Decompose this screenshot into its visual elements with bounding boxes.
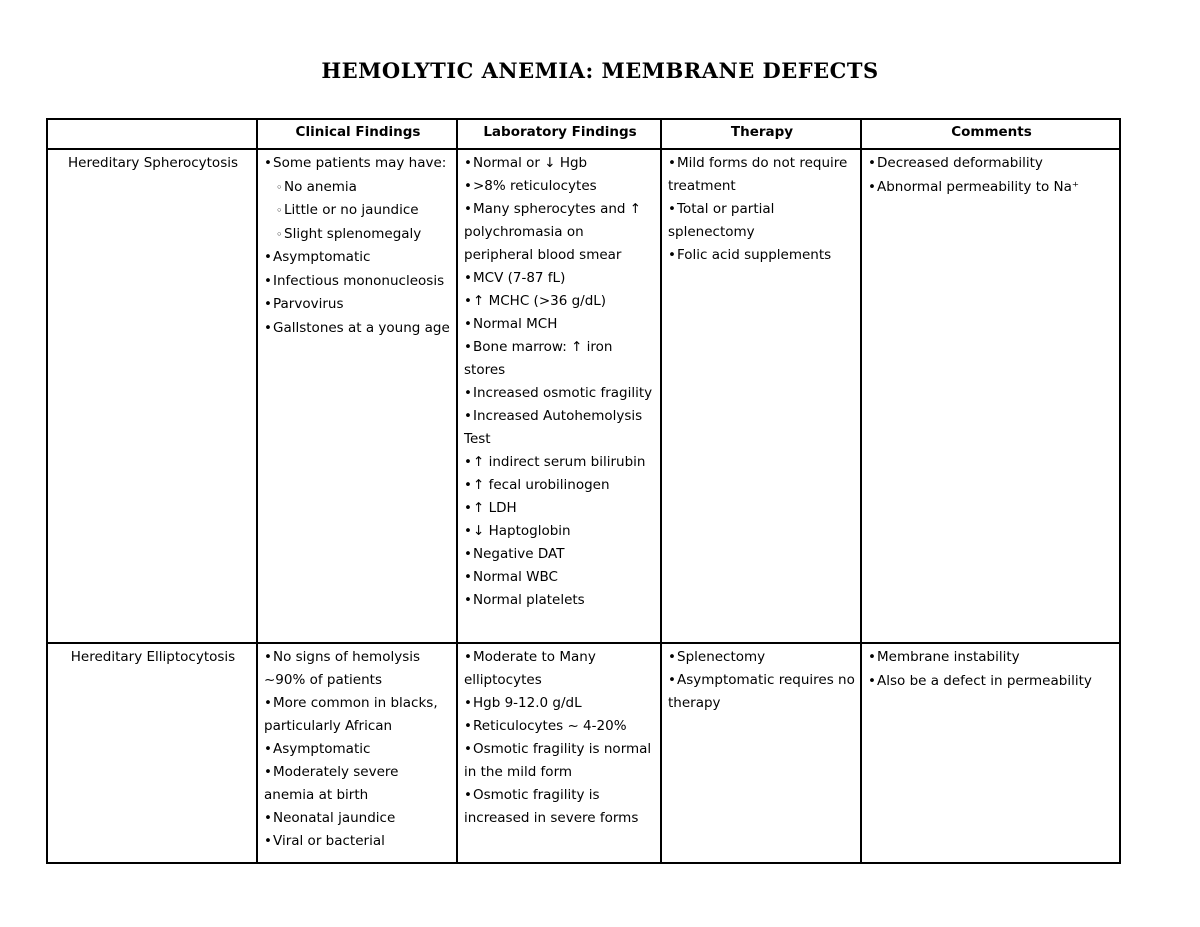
list-item-text: >8% reticulocytes	[473, 178, 597, 194]
bullet-icon: •	[868, 672, 876, 689]
list-item	[668, 646, 856, 669]
bullet-icon: •	[464, 477, 472, 493]
list-item-text: Mild forms do not require treatment	[668, 155, 848, 194]
clinical-cell	[257, 149, 457, 643]
list-item-text: MCV (7-87 fL)	[473, 270, 566, 286]
lab-cell	[457, 149, 661, 643]
list-item-text: ↓ Haptoglobin	[473, 523, 571, 539]
bullet-icon: •	[464, 695, 472, 711]
hollow-bullet-icon: ◦	[276, 227, 283, 241]
list-item-text: No signs of hemolysis ~90% of patients	[264, 649, 421, 688]
comments-cell	[861, 643, 1120, 863]
table-row	[47, 149, 1120, 643]
bullet-icon: •	[868, 649, 876, 665]
bullet-icon: •	[464, 649, 472, 665]
list-item-text: ↑ fecal urobilinogen	[473, 477, 610, 493]
list-item	[464, 313, 656, 336]
list-item	[464, 451, 656, 474]
list-item	[464, 198, 656, 267]
list-item	[264, 738, 452, 761]
header-clinical-findings: Clinical Findings	[257, 119, 457, 149]
list-item	[264, 246, 452, 270]
therapy-cell	[661, 643, 861, 863]
list-item-text: Total or partial splenectomy	[668, 201, 775, 240]
bullet-icon: •	[264, 810, 272, 826]
list-item-text: Asymptomatic requires no therapy	[668, 672, 855, 711]
list-item-text: Some patients may have:	[273, 155, 447, 171]
bullet-icon: •	[668, 649, 676, 665]
list-item	[464, 589, 656, 612]
bullet-icon: •	[264, 272, 272, 289]
bullet-icon: •	[264, 764, 272, 780]
list-item-text: Folic acid supplements	[677, 247, 832, 263]
list-item-text: Bone marrow: ↑ iron stores	[464, 339, 613, 378]
list-item-text: Osmotic fragility is normal in the mild form	[464, 741, 652, 780]
bullet-icon: •	[264, 249, 272, 265]
header-comments: Comments	[861, 119, 1120, 149]
row-heading: Hereditary Elliptocytosis	[47, 643, 257, 863]
list-item	[264, 646, 452, 692]
list-item	[464, 520, 656, 543]
bullet-icon: •	[668, 247, 676, 263]
list-item	[464, 646, 656, 692]
list-item	[868, 152, 1115, 176]
list-item	[264, 293, 452, 317]
bullet-icon: •	[264, 155, 272, 171]
list-item-text: Normal platelets	[473, 592, 585, 608]
list-item-text: Little or no jaundice	[284, 202, 419, 218]
bullet-icon: •	[668, 201, 676, 217]
bullet-icon: •	[668, 155, 676, 171]
list-item-text: Moderately severe anemia at birth	[264, 764, 399, 803]
membrane-defects-table	[46, 118, 1121, 864]
list-item-text: Also be a defect in permeability	[877, 672, 1092, 689]
list-item	[464, 692, 656, 715]
header-row	[47, 119, 1120, 149]
list-item-text: Decreased deformability	[877, 155, 1043, 171]
bullet-icon: •	[264, 695, 272, 711]
list-item-text: Normal or ↓ Hgb	[473, 155, 588, 171]
list-item	[464, 784, 656, 830]
list-item-text: Parvovirus	[273, 296, 344, 312]
list-item	[668, 198, 856, 244]
bullet-icon: •	[464, 385, 472, 401]
bullet-icon: •	[264, 833, 272, 849]
bullet-icon: •	[264, 319, 272, 336]
list-item-text: More common in blacks, particularly African	[264, 695, 438, 734]
bullet-icon: •	[464, 339, 472, 355]
bullet-icon: •	[464, 741, 472, 757]
bullet-icon: •	[464, 592, 472, 608]
list-item	[464, 152, 656, 175]
list-item	[264, 317, 452, 341]
list-item	[464, 474, 656, 497]
bullet-icon: •	[464, 316, 472, 332]
list-item	[668, 244, 856, 267]
list-item	[264, 199, 452, 223]
comments-cell	[861, 149, 1120, 643]
list-item-text: Increased osmotic fragility	[473, 385, 653, 401]
list-item-text: Neonatal jaundice	[273, 810, 396, 826]
list-item-text: Moderate to Many elliptocytes	[464, 649, 596, 688]
list-item-text: ↑ indirect serum bilirubin	[473, 454, 646, 470]
bullet-icon: •	[464, 270, 472, 286]
bullet-icon: •	[464, 454, 472, 470]
list-item-text: Hgb 9-12.0 g/dL	[473, 695, 582, 711]
list-item	[264, 270, 452, 294]
list-item	[464, 382, 656, 405]
list-item-text: Osmotic fragility is increased in severe forms	[464, 787, 639, 826]
list-item	[868, 646, 1115, 670]
header-therapy: Therapy	[661, 119, 861, 149]
list-item-text: Normal WBC	[473, 569, 558, 585]
list-item	[464, 566, 656, 589]
bullet-icon: •	[464, 408, 472, 424]
list-item	[264, 807, 452, 830]
bullet-icon: •	[464, 201, 472, 217]
list-item	[264, 176, 452, 200]
bullet-icon: •	[464, 787, 472, 803]
list-item-text: Asymptomatic	[273, 249, 371, 265]
list-item-text: Membrane instability	[877, 649, 1020, 665]
list-item	[668, 669, 856, 715]
bullet-icon: •	[868, 155, 876, 171]
list-item	[668, 152, 856, 198]
list-item	[464, 405, 656, 451]
list-item	[264, 761, 452, 807]
list-item	[868, 670, 1115, 694]
bullet-icon: •	[464, 569, 472, 585]
list-item-text: ↑ LDH	[473, 500, 517, 516]
hollow-bullet-icon: ◦	[276, 180, 283, 194]
list-item-text: No anemia	[284, 178, 357, 195]
lab-cell	[457, 643, 661, 863]
list-item	[264, 692, 452, 738]
list-item	[464, 497, 656, 520]
bullet-icon: •	[264, 296, 272, 312]
bullet-icon: •	[464, 523, 472, 539]
bullet-icon: •	[264, 649, 272, 665]
list-item	[464, 738, 656, 784]
list-item	[464, 336, 656, 382]
list-item-text: Negative DAT	[473, 546, 565, 562]
list-item	[868, 176, 1115, 200]
list-item	[264, 830, 452, 853]
list-item-text: Splenectomy	[677, 649, 766, 665]
page-title: HEMOLYTIC ANEMIA: MEMBRANE DEFECTS	[321, 58, 879, 83]
bullet-icon: •	[464, 718, 472, 734]
list-item-text: Gallstones at a young age	[273, 319, 450, 336]
bullet-icon: •	[264, 741, 272, 757]
list-item-text: Increased Autohemolysis Test	[464, 408, 643, 447]
list-item	[464, 175, 656, 198]
list-item-text: Reticulocytes ~ 4-20%	[473, 718, 627, 734]
list-item-text: Abnormal permeability to Na⁺	[877, 178, 1080, 195]
list-item-text: Many spherocytes and ↑ polychromasia on peripheral blood smear	[464, 201, 642, 263]
list-item-text: Asymptomatic	[273, 741, 371, 757]
bullet-icon: •	[668, 672, 676, 688]
list-item-text: ↑ MCHC (>36 g/dL)	[473, 293, 607, 309]
list-item	[264, 223, 452, 247]
bullet-icon: •	[868, 178, 876, 195]
bullet-icon: •	[464, 500, 472, 516]
bullet-icon: •	[464, 155, 472, 171]
header-blank	[47, 119, 257, 149]
list-item	[464, 290, 656, 313]
list-item-text: Infectious mononucleosis	[273, 272, 445, 289]
list-item-text: Normal MCH	[473, 316, 558, 332]
list-item-text: Viral or bacterial	[273, 833, 385, 849]
row-heading: Hereditary Spherocytosis	[47, 149, 257, 643]
clinical-cell	[257, 643, 457, 863]
therapy-cell	[661, 149, 861, 643]
list-item-text: Slight splenomegaly	[284, 225, 422, 242]
bullet-icon: •	[464, 178, 472, 194]
bullet-icon: •	[464, 293, 472, 309]
list-item	[464, 543, 656, 566]
header-laboratory-findings: Laboratory Findings	[457, 119, 661, 149]
list-item	[464, 267, 656, 290]
hollow-bullet-icon: ◦	[276, 204, 283, 217]
list-item	[264, 152, 452, 176]
table-row	[47, 643, 1120, 863]
list-item	[464, 715, 656, 738]
bullet-icon: •	[464, 546, 472, 562]
